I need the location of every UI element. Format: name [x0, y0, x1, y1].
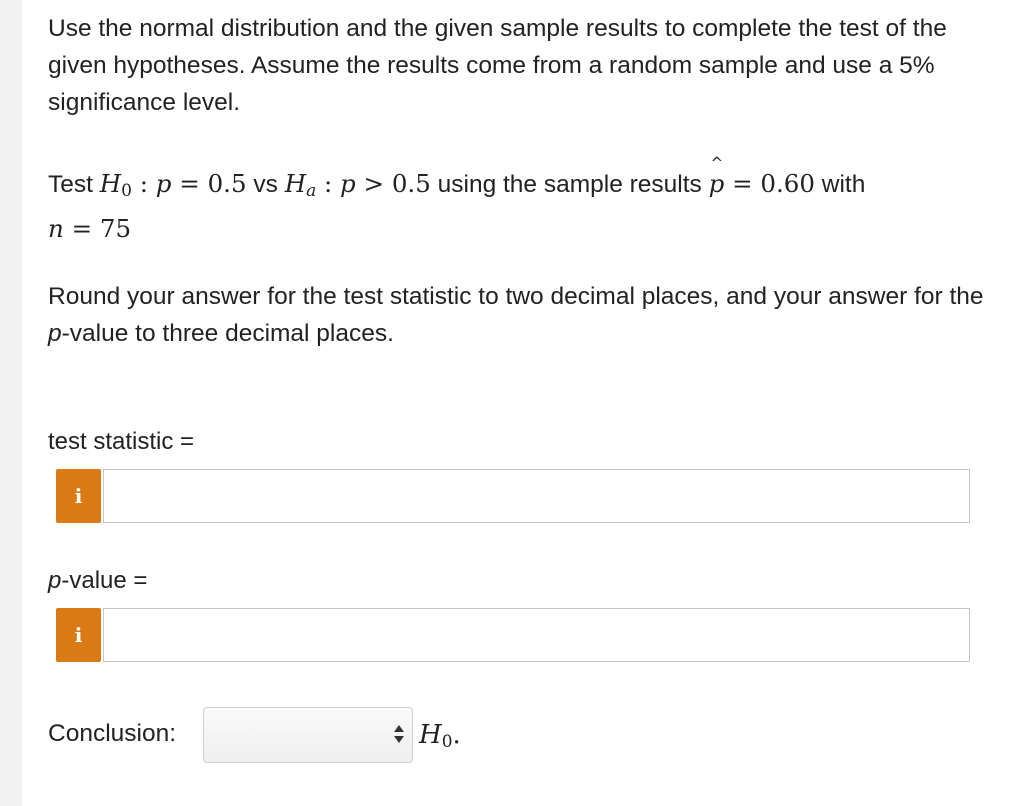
rounding-instructions: Round your answer for the test statistic to two decimal places, and your answer for the p-value to three decimal places. — [48, 283, 984, 347]
info-icon[interactable]: i — [56, 608, 101, 662]
phat-symbol: ^ p — [708, 154, 725, 198]
ha-variable: p — [340, 169, 356, 198]
test-statistic-label: test statistic = — [48, 428, 195, 455]
ha-symbol: $H_a$ — [284, 169, 317, 201]
conclusion-h0: $H_0$. — [419, 720, 461, 752]
ha-colon: : — [316, 169, 341, 198]
test-statistic-input[interactable] — [103, 469, 970, 523]
info-icon[interactable]: i — [56, 469, 101, 523]
using-text: using the sample results — [430, 171, 709, 198]
left-margin-strip — [0, 0, 22, 806]
ha-relation: > 0.5 — [355, 169, 431, 198]
pvalue-row — [56, 608, 970, 662]
pvalue-input[interactable] — [103, 608, 970, 662]
h0-symbol: $H_0$ — [99, 169, 132, 201]
n-relation: = 75 — [63, 214, 132, 243]
select-updown-icon — [394, 725, 404, 747]
question-intro: Use the normal distribution and the given sample results to complete the test of the given hypotheses. Assume the results come from a random sample and use a 5% significance level. — [48, 15, 947, 116]
vs-word: vs — [246, 171, 285, 198]
h0-variable: p — [155, 169, 172, 198]
h0-colon: : — [131, 169, 156, 198]
with-word: with — [814, 171, 866, 198]
hypotheses-statement — [48, 154, 998, 248]
conclusion-select[interactable] — [203, 707, 413, 763]
test-word: Test — [48, 171, 93, 198]
conclusion-label: Conclusion: — [48, 720, 177, 747]
test-statistic-row — [56, 469, 970, 523]
n-variable: n — [48, 214, 64, 243]
pvalue-label: p-value = — [48, 567, 148, 594]
conclusion-row — [48, 707, 548, 765]
h0-relation: = 0.5 — [171, 169, 247, 198]
phat-relation: = 0.60 — [724, 169, 815, 198]
